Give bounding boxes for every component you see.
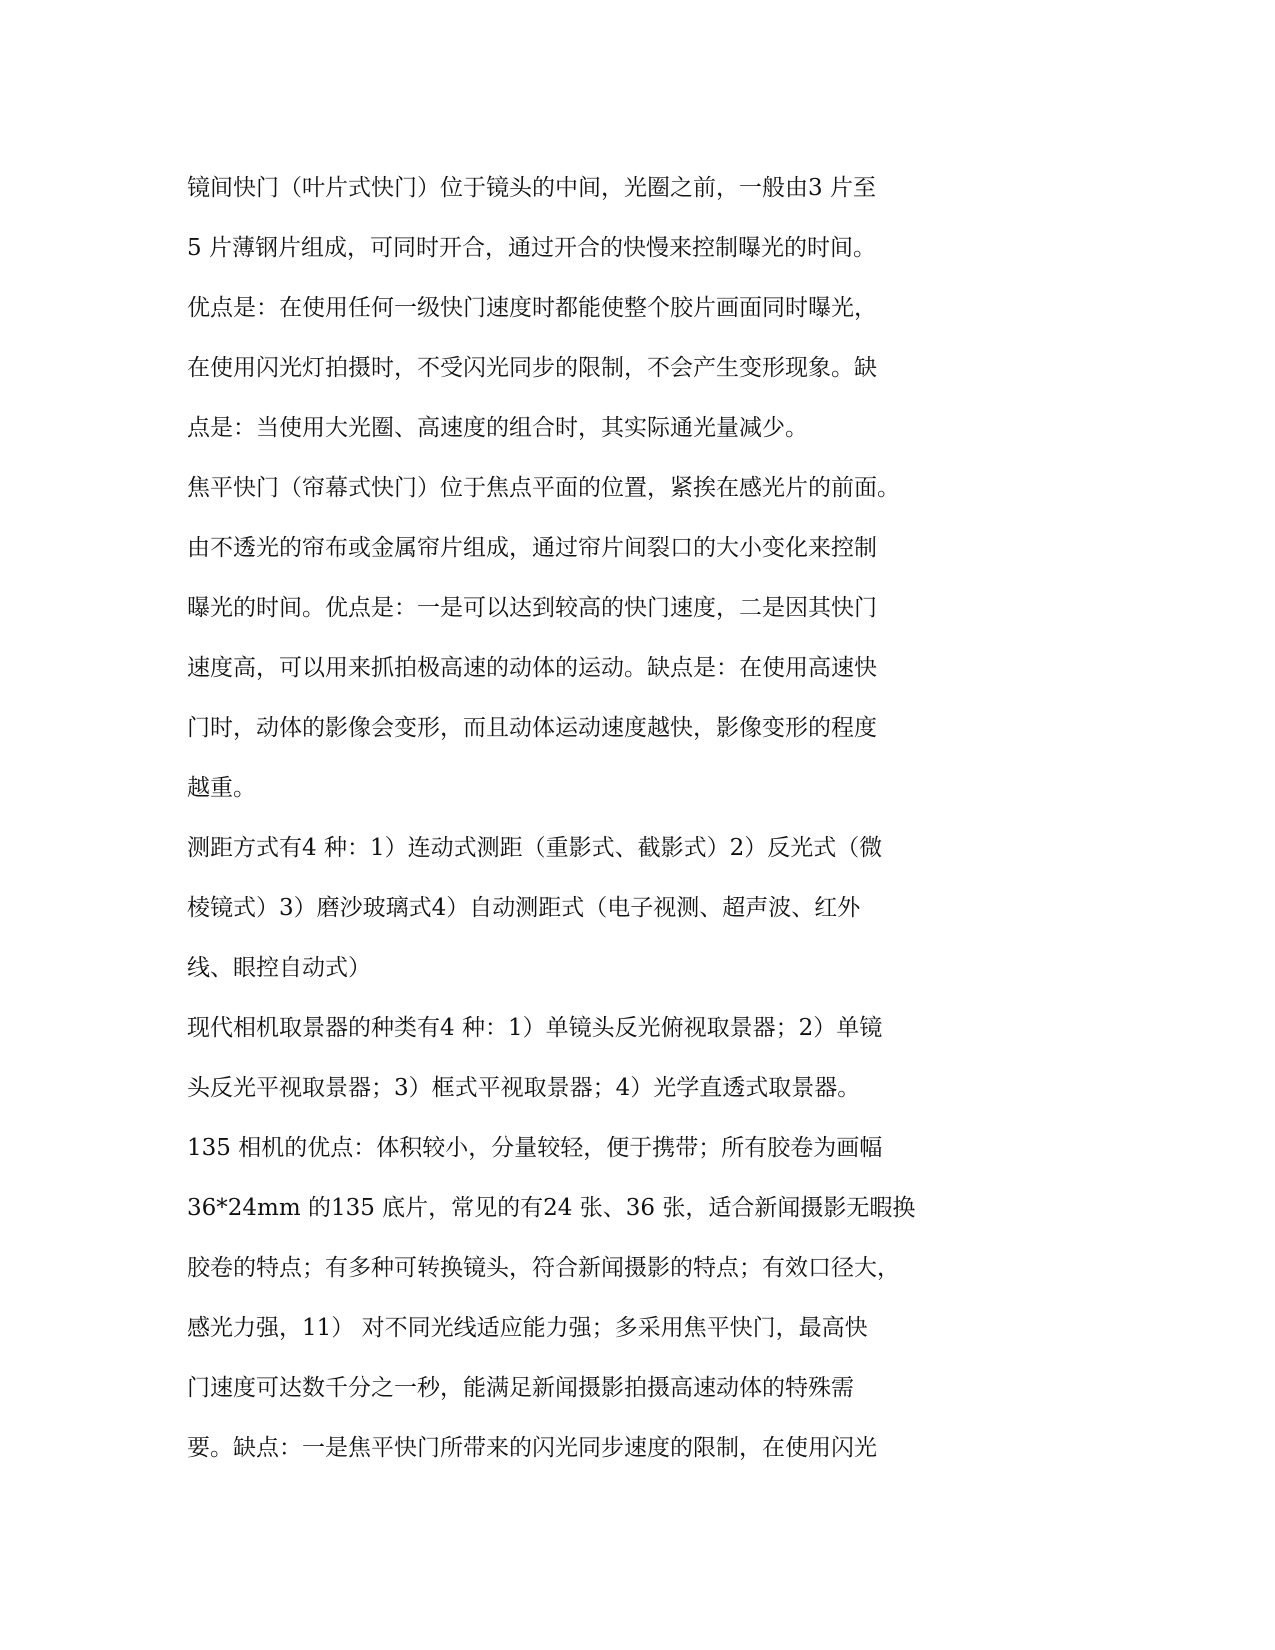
text-line: 胶卷的特点；有多种可转换镜头，符合新闻摄影的特点；有效口径大， bbox=[187, 1255, 900, 1281]
text-line: 头反光平视取景器；3）框式平视取景器；4）光学直透式取景器。 bbox=[187, 1075, 861, 1101]
text-line: 焦平快门（帘幕式快门）位于焦点平面的位置，紧挨在感光片的前面。 bbox=[187, 475, 900, 501]
text-line: 镜间快门（叶片式快门）位于镜头的中间，光圈之前，一般由3 片至 bbox=[187, 175, 876, 201]
text-line: 棱镜式）3）磨沙玻璃式4）自动测距式（电子视测、超声波、红外 bbox=[187, 895, 861, 921]
text-line: 速度高，可以用来抓拍极高速的动体的运动。缺点是：在使用高速快 bbox=[187, 655, 877, 681]
text-line: 线、眼控自动式） bbox=[187, 955, 371, 981]
text-line: 门速度可达数千分之一秒，能满足新闻摄影拍摄高速动体的特殊需 bbox=[187, 1375, 854, 1401]
text-line: 要。缺点：一是焦平快门所带来的闪光同步速度的限制，在使用闪光 bbox=[187, 1435, 877, 1461]
text-line: 5 片薄钢片组成，可同时开合，通过开合的快慢来控制曝光的时间。 bbox=[187, 235, 876, 261]
text-line: 在使用闪光灯拍摄时，不受闪光同步的限制，不会产生变形现象。缺 bbox=[187, 355, 877, 381]
text-line: 点是：当使用大光圈、高速度的组合时，其实际通光量减少。 bbox=[187, 415, 808, 441]
text-line: 135 相机的优点：体积较小，分量较轻，便于携带；所有胶卷为画幅 bbox=[187, 1135, 883, 1161]
text-line: 门时，动体的影像会变形，而且动体运动速度越快，影像变形的程度 bbox=[187, 715, 877, 741]
text-line: 由不透光的帘布或金属帘片组成，通过帘片间裂口的大小变化来控制 bbox=[187, 535, 877, 561]
text-line: 测距方式有4 种：1）连动式测距（重影式、截影式）2）反光式（微 bbox=[187, 835, 883, 861]
text-line: 感光力强，11） 对不同光线适应能力强；多采用焦平快门，最高快 bbox=[187, 1315, 868, 1341]
text-line: 越重。 bbox=[187, 775, 256, 801]
text-line: 优点是：在使用任何一级快门速度时都能使整个胶片画面同时曝光， bbox=[187, 295, 877, 321]
text-line: 曝光的时间。优点是：一是可以达到较高的快门速度，二是因其快门 bbox=[187, 595, 877, 621]
text-line: 36*24mm 的135 底片，常见的有24 张、36 张，适合新闻摄影无暇换 bbox=[187, 1195, 916, 1221]
text-line: 现代相机取景器的种类有4 种：1）单镜头反光俯视取景器；2）单镜 bbox=[187, 1015, 883, 1041]
